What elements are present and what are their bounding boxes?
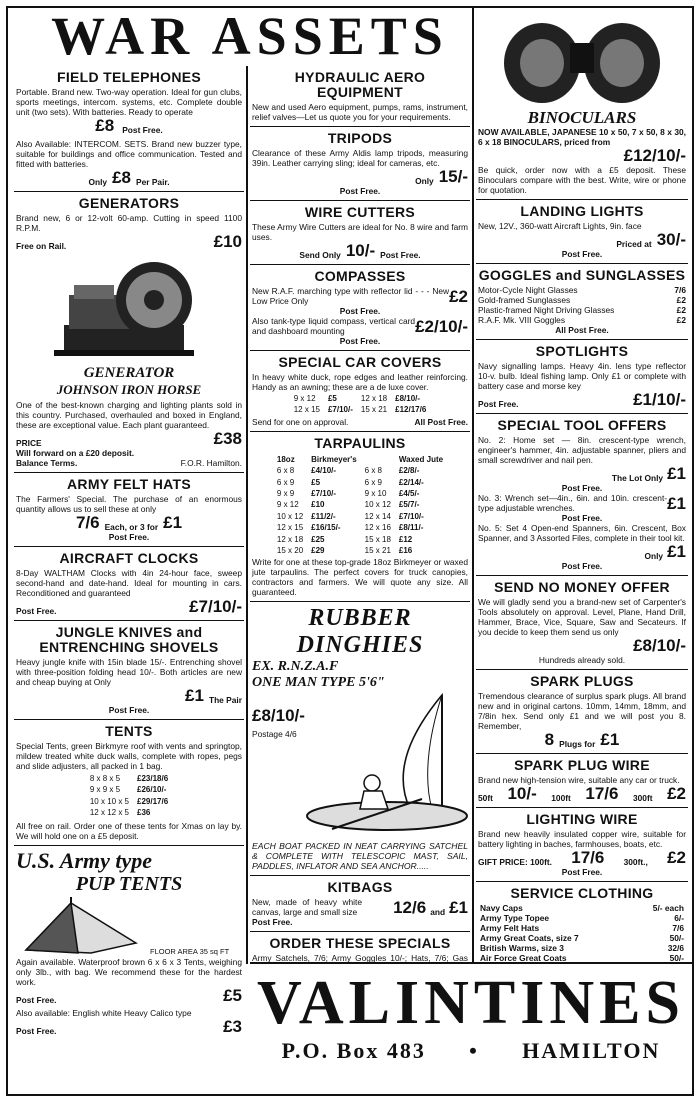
- ad-post: Post Free.: [380, 250, 421, 260]
- ad-body: No. 3: Wrench set—4in., 6in. and 10in. crescent-type adjustable wrenches.: [478, 493, 668, 513]
- ad-title: PUP TENTS: [75, 872, 183, 895]
- ad-post: Post Free.: [16, 994, 57, 1005]
- cell: 12 x 15: [276, 523, 304, 533]
- ad-title: SPECIAL TOOL OFFERS: [497, 417, 667, 433]
- ad-text: and: [430, 907, 446, 918]
- list-item: [478, 295, 686, 305]
- ad-body: Clearance of these Army Aldis lamp tripods, measuring 39in. Leather carrying sling; ideal for cameras, etc.: [252, 148, 468, 168]
- ad-body: Brand new, 6 or 12-volt 60-amp. Cutting in speed 1100 R.P.M.: [16, 213, 242, 233]
- tripods-ad: [250, 127, 470, 201]
- cell: £25: [311, 534, 325, 544]
- cell: £5: [327, 394, 337, 403]
- ad-post: Post Free.: [561, 513, 603, 523]
- cell: £7/10/-: [311, 489, 337, 499]
- ad-title: HYDRAULIC AERO EQUIPMENT: [294, 69, 426, 100]
- cell: 12 x 12 x 5: [89, 808, 129, 818]
- ad-price: 17/6: [585, 784, 619, 803]
- field-telephones-ad: [14, 66, 244, 192]
- cell: 15 x 21: [364, 546, 391, 556]
- cell: 6 x 9: [364, 477, 382, 487]
- item-name: Motor-Cycle Night Glasses: [478, 285, 578, 295]
- ad-body: These Army Wire Cutters are ideal for No. 8 wire and farm uses.: [252, 222, 468, 242]
- ad-price: 7/6: [75, 513, 100, 532]
- item-name: Plastic-framed Night Driving Glasses: [478, 305, 615, 315]
- item-price: £2: [676, 315, 686, 325]
- ad-body: New and used Aero equipment, pumps, rams, instrument, relief valves—Let us quote you for your requirements.: [252, 102, 468, 122]
- ad-body: New, 12V., 360-watt Aircraft Lights, 9in. face: [478, 221, 642, 231]
- ad-title: KITBAGS: [327, 879, 393, 896]
- ad-body: We will gladly send you a brand-new set of Carpenter's Tools absolutely on approval. Level, Plane, Hand Drill, Hammer, Brace, Vice, Square, Saw and Secateurs. If you decide to keep them send us only: [478, 597, 686, 637]
- list-item: [478, 315, 686, 325]
- ad-post: Post Free.: [339, 186, 381, 196]
- footer: [250, 962, 692, 1094]
- cell: £23/18/6: [137, 774, 169, 783]
- cell: £5/7/-: [398, 500, 420, 510]
- column-divider: [246, 66, 248, 964]
- pup-tents-ad: [14, 846, 244, 1040]
- column-divider: [472, 8, 474, 964]
- ad-text: PRICE: [16, 438, 42, 448]
- ad-title: SEND NO MONEY OFFER: [494, 579, 670, 595]
- ad-price: £1: [600, 730, 620, 749]
- cell: £10: [311, 500, 325, 510]
- cell: £36: [137, 808, 151, 818]
- table-row: [274, 535, 446, 544]
- table-row: [87, 774, 171, 783]
- floor-area-label: FLOOR AREA 35 sq FT: [150, 946, 230, 956]
- goggles-ad: [476, 264, 688, 340]
- ad-body: All free on rail. Order one of these tents for Xmas on lay by. We will hold one on a £5 deposit.: [16, 820, 242, 841]
- car-covers-ad: [250, 351, 470, 432]
- cell: £5: [311, 477, 321, 487]
- advertisement-page: [6, 6, 694, 1096]
- ad-title: GENERATORS: [78, 195, 180, 211]
- ad-post: Post Free.: [561, 867, 603, 877]
- ad-body: One of the best-known charging and lighting plants sold in this country. Purchased, overhauled and boxed in England, these are exceptional value. Each plant guaranteed.: [16, 400, 242, 430]
- cell: 6 x 8: [364, 466, 382, 476]
- cell: £4/5/-: [398, 489, 420, 499]
- specials-ad: [250, 932, 470, 964]
- ad-price: £3: [223, 1016, 242, 1036]
- ad-body: Brand new heavily insulated copper wire, suitable for battery lighting in baches, farmhouses, boats, etc.: [478, 829, 686, 849]
- table-row: [478, 923, 686, 933]
- item-name: R.A.F. Mk. VIII Goggles: [478, 315, 566, 325]
- table-row: [274, 523, 446, 532]
- cell: 12 x 16: [364, 523, 391, 533]
- table-row: [274, 512, 446, 521]
- table-row: [274, 478, 446, 487]
- tarpaulins-table: [272, 453, 448, 558]
- ad-post: Post Free.: [339, 306, 381, 316]
- ad-text: Send for one on approval.: [252, 416, 349, 427]
- cell: British Warms, size 3: [480, 943, 564, 953]
- table-row: [478, 903, 686, 913]
- tent-illustration: [16, 895, 146, 957]
- item-price: £2: [676, 295, 686, 305]
- cell: £12/17/6: [395, 405, 427, 415]
- cell: 6 x 9: [276, 477, 295, 487]
- army-felt-hats-ad: [14, 473, 244, 547]
- ad-post: Post Free.: [252, 917, 293, 928]
- ad-price: £10: [213, 232, 242, 251]
- ad-text: Will forward on a £20 deposit.: [16, 448, 135, 458]
- ad-title: JUNGLE KNIVES and ENTRENCHING SHOVELS: [39, 624, 219, 655]
- ad-body: No. 2: Home set — 8in. crescent-type wrench, engineer's hammer, 4in. adjustable spanner, pliers and small screwdriver and nail pen.: [478, 435, 686, 465]
- ad-body: Also tank-type liquid compass, vertical card and dashboard mounting: [252, 316, 416, 336]
- header: [8, 8, 492, 64]
- cell: 9 x 12: [276, 500, 299, 510]
- ad-post: Post Free.: [108, 705, 150, 715]
- table-row: [478, 943, 686, 953]
- ad-body: Again available. Waterproof brown 6 x 6 x 3 Tents, weighing only 3lb., with bag. We recommend these for the hardest work.: [16, 956, 242, 987]
- cell: £29/17/6: [137, 796, 169, 806]
- ad-price: £2: [449, 287, 468, 306]
- ad-text: Free on Rail.: [16, 241, 67, 251]
- ad-text: 300ft: [632, 793, 653, 803]
- column-left: [14, 66, 244, 1094]
- lighting-wire-ad: [476, 808, 688, 882]
- ad-post: Post Free.: [478, 399, 519, 409]
- ad-text: Plugs for: [559, 739, 596, 749]
- ad-title: SPOTLIGHTS: [535, 343, 629, 359]
- column-header: 18oz: [276, 454, 295, 464]
- rubber-dinghies-ad: [250, 602, 470, 876]
- cell: Army Felt Hats: [480, 923, 540, 933]
- ad-text: 300ft.,: [623, 857, 648, 867]
- clothing-table: [478, 903, 686, 964]
- ad-title: TENTS: [105, 723, 153, 739]
- ad-price: £1: [667, 494, 686, 513]
- ad-body: Special Tents, green Birkmyre roof with vents and springtop, mildew treated white duck walls, complete with ropes, pegs and slide adjusters, all packed in 1 bag.: [16, 741, 242, 771]
- column-right: [476, 8, 688, 964]
- ad-body: Also available: English white Heavy Calico type: [16, 1007, 192, 1018]
- separator: •: [469, 1038, 479, 1063]
- ad-price: £2/10/-: [415, 317, 468, 336]
- cell: 12 x 18: [276, 534, 304, 544]
- table-row: [291, 394, 430, 403]
- ad-title: AIRCRAFT CLOCKS: [59, 550, 199, 566]
- ad-title: TARPAULINS: [314, 434, 406, 451]
- ad-title: BINOCULARS: [527, 108, 637, 127]
- ad-text: Send Only: [299, 250, 341, 260]
- ad-price: £8: [112, 168, 131, 187]
- ad-subtitle: ONE MAN TYPE 5'6": [252, 675, 385, 691]
- kitbags-ad: [250, 876, 470, 932]
- ad-price: £1: [667, 464, 686, 483]
- ad-title: COMPASSES: [314, 268, 406, 284]
- table-row: [274, 466, 446, 475]
- ad-title: ARMY FELT HATS: [67, 476, 191, 492]
- ad-body: Also Available: INTERCOM. SETS. Brand new buzzer type, suitable for buildings and office communication. Tested and fitted with batteries.: [16, 139, 242, 169]
- cell: £16: [398, 546, 413, 556]
- ad-text: GIFT PRICE: 100ft.: [478, 857, 552, 867]
- po-box: P.O. Box 483: [281, 1038, 426, 1063]
- cell: 12 x 18: [360, 394, 388, 403]
- ad-text: 50ft: [478, 793, 493, 803]
- ad-post: Post Free.: [16, 606, 57, 616]
- ad-title: LANDING LIGHTS: [520, 203, 644, 219]
- ad-price: £8/10/-: [633, 636, 686, 655]
- binoculars-illustration: [482, 13, 682, 109]
- ad-price: £1: [667, 542, 686, 561]
- ad-body: NOW AVAILABLE, JAPANESE 10 x 50, 7 x 50, 8 x 30, 6 x 18 BINOCULARS, priced from: [478, 127, 686, 147]
- page-title: WAR ASSETS: [51, 6, 449, 66]
- ad-text: Postage 4/6: [252, 729, 297, 740]
- ad-price: £8: [95, 116, 115, 135]
- cell: £26/10/-: [137, 785, 167, 795]
- cell: £2/8/-: [398, 466, 420, 476]
- table-row: [87, 797, 171, 806]
- ad-body: Brand new high-tension wire, suitable any car or truck.: [478, 775, 680, 785]
- ad-price: £1/10/-: [633, 390, 686, 409]
- ad-text: Hundreds already sold.: [538, 655, 626, 665]
- ad-title: SPARK PLUG WIRE: [514, 757, 650, 773]
- compasses-ad: [250, 265, 470, 351]
- column-header: Waxed Jute: [398, 454, 444, 464]
- company-name: VALINTINES: [257, 969, 685, 1037]
- tool-offers-ad: [476, 414, 688, 576]
- ad-post: Post Free.: [122, 125, 163, 135]
- ad-price: 17/6: [571, 848, 605, 867]
- ad-price: £2: [667, 848, 686, 867]
- ad-body: Be quick, order now with a £5 deposit. These Binoculars compare with the best. Write, wire or phone for quotation.: [478, 165, 686, 195]
- generators-ad: [14, 192, 244, 473]
- cell: 10 x 12: [276, 511, 304, 521]
- cell: 15 x 20: [276, 546, 304, 556]
- ad-title: FIELD TELEPHONES: [56, 69, 202, 85]
- ad-price: 30/-: [656, 230, 686, 249]
- cell: 9 x 12: [293, 394, 316, 403]
- cell: 7/6: [672, 923, 684, 933]
- ad-title: LIGHTING WIRE: [526, 811, 638, 827]
- tarpaulins-ad: [250, 432, 470, 603]
- cell: 15 x 18: [364, 534, 391, 544]
- cell: £29: [311, 546, 325, 556]
- cell: 8 x 8 x 5: [89, 774, 121, 783]
- ad-body: Navy signalling lamps. Heavy 4in. lens type reflector 10-v. bulb. Ideal fishing lamp. Only £1 or complete with battery case and morse key: [478, 361, 686, 391]
- goggles-list: [478, 285, 686, 325]
- ad-text: The Pair: [208, 695, 242, 705]
- cell: £7/10/-: [327, 405, 353, 415]
- ad-price: 10/-: [345, 241, 376, 260]
- cell: 9 x 10: [364, 489, 387, 499]
- city: HAMILTON: [522, 1038, 661, 1063]
- table-row: [274, 489, 446, 498]
- ad-title: ORDER THESE SPECIALS: [269, 935, 451, 952]
- ad-text: Balance Terms.: [16, 458, 78, 468]
- cell: £11/2/-: [311, 511, 336, 521]
- list-item: [478, 285, 686, 295]
- ad-body: EACH BOAT PACKED IN NEAT CARRYING SATCHEL & COMPLETE WITH TELESCOPIC MAST, SAIL, PADDLES, INFLATOR AND SEA ANCHOR.....: [252, 841, 468, 872]
- cell: 9 x 9 x 5: [89, 785, 121, 795]
- car-covers-table: [289, 392, 432, 417]
- jungle-knives-ad: [14, 621, 244, 720]
- ad-title: U.S. Army type: [16, 847, 153, 873]
- cell: 5/- each: [652, 903, 684, 913]
- item-price: £2: [676, 305, 686, 315]
- ad-text: 100ft: [551, 793, 571, 803]
- cell: Army Great Coats, size 7: [480, 933, 579, 943]
- ad-body: New, made of heavy white canvas, large and small size: [252, 897, 362, 918]
- ad-title: SERVICE CLOTHING: [510, 885, 654, 901]
- cell: Navy Caps: [480, 903, 523, 913]
- cell: 9 x 9: [276, 489, 295, 499]
- ad-post: Post Free.: [561, 249, 603, 259]
- column-header: Birkmeyer's: [311, 454, 357, 464]
- ad-text: The Lot Only: [611, 473, 664, 483]
- ad-body: Army Satchels, 7/6; Army Goggles 10/-; Hats, 7/6; Gas: [252, 953, 468, 964]
- ad-price: £7/10/-: [189, 597, 242, 616]
- table-row: [274, 500, 446, 509]
- cell: £16/15/-: [311, 523, 341, 533]
- ad-post: All Post Free.: [555, 325, 609, 335]
- cell: £8/10/-: [395, 394, 421, 403]
- ad-post: Post Free.: [561, 561, 603, 571]
- table-row: [274, 546, 446, 555]
- dinghy-illustration: [292, 691, 470, 841]
- cell: 50/-: [669, 933, 684, 943]
- landing-lights-ad: [476, 200, 688, 264]
- ad-price: 12/6: [393, 898, 427, 918]
- cell: £7/10/-: [398, 511, 424, 521]
- cell: 12 x 15: [293, 405, 320, 415]
- cell: 6/-: [674, 913, 684, 923]
- send-no-money-ad: [476, 576, 688, 670]
- ad-price: £1: [163, 513, 183, 532]
- ad-post: All Post Free.: [414, 416, 468, 427]
- ad-price: £5: [223, 985, 242, 1005]
- ad-title: TRIPODS: [327, 130, 393, 146]
- cell: £12: [398, 534, 413, 544]
- ad-price: 8: [544, 730, 555, 749]
- table-row: [87, 808, 171, 817]
- spark-plugs-ad: [476, 670, 688, 754]
- ad-body: No. 5: Set 4 Open-end Spanners, 6in. Crescent, Box Spanner, and 3 Assorted Files, complete in their tool kit.: [478, 523, 686, 543]
- cell: 10 x 10 x 5: [89, 796, 129, 806]
- ad-price: £8/10/-: [252, 706, 305, 726]
- ad-price: 15/-: [438, 167, 468, 186]
- ad-text: Only: [88, 177, 108, 187]
- wire-cutters-ad: [250, 201, 470, 265]
- cell: £2/14/-: [398, 477, 424, 487]
- spotlights-ad: [476, 340, 688, 414]
- ad-post: Post Free.: [16, 1025, 57, 1036]
- cell: 32/6: [667, 943, 684, 953]
- ad-title: RUBBER DINGHIES: [296, 605, 424, 659]
- column-middle: [250, 66, 470, 964]
- ad-body: Portable. Brand new. Two-way operation. Ideal for gun clubs, sports meetings, intercom. systems, etc. Complete double unit (two sets). With batteries. Ready to operate: [16, 87, 242, 117]
- cell: 15 x 21: [360, 405, 388, 415]
- ad-post: Post Free.: [339, 336, 381, 346]
- cell: Army Type Topee: [480, 913, 550, 923]
- aircraft-clocks-ad: [14, 547, 244, 621]
- cell: £4/10/-: [311, 466, 337, 476]
- ad-title: SPARK PLUGS: [530, 673, 634, 689]
- table-header: [274, 455, 446, 464]
- generator-illustration: [54, 255, 204, 365]
- tents-price-table: [85, 772, 173, 820]
- ad-text: Only: [644, 551, 664, 561]
- caption: GENERATOR: [83, 365, 175, 381]
- binoculars-ad: [476, 8, 688, 200]
- ad-price: £38: [213, 429, 242, 448]
- table-row: [478, 913, 686, 923]
- ad-text: Each, or 3 for: [104, 522, 159, 532]
- cell: 10 x 12: [364, 500, 391, 510]
- ad-subtitle: EX. R.N.Z.A.F: [252, 659, 339, 675]
- ad-body: The Farmers' Special. The purchase of an enormous quantity allows us to sell these at only: [16, 494, 242, 514]
- cell: 6 x 8: [276, 466, 295, 476]
- ad-body: 8-Day WALTHAM Clocks with 4in 24-hour face, sweep second-hand and date-hand. Ideal for mounting in cars. Reconditioned and guaranteed: [16, 568, 242, 598]
- ad-body: Write for one at these top-grade 18oz Birkmeyer or waxed jute tarpaulins. The perfect covers for truck canopies, contractors and farmers. We will quote any size. All guaranteed.: [252, 557, 468, 598]
- ad-price: £1: [185, 686, 204, 705]
- cell: 12 x 14: [364, 511, 391, 521]
- ad-title: SPECIAL CAR COVERS: [278, 354, 442, 370]
- ad-post: Post Free.: [108, 532, 150, 542]
- ad-price: £2: [667, 784, 686, 803]
- table-row: [291, 405, 430, 414]
- ad-body: Tremendous clearance of surplus spark plugs. All brand new and in original cartons. 10mm, 14mm, 18mm, and 7/8in hex. Send only £1 and we will post you 8. Remember,: [478, 691, 686, 731]
- ad-text: Only: [415, 176, 434, 186]
- table-row: [478, 933, 686, 943]
- table-row: [87, 785, 171, 794]
- spark-plug-wire-ad: [476, 754, 688, 808]
- cell: Air Force Great Coats: [480, 953, 567, 963]
- ad-body: Heavy jungle knife with 15in blade 15/-. Entrenching shovel with three-position folding head 10/-. Both articles are new and cheap buying at Only: [16, 657, 242, 687]
- ad-text: F.O.R. Hamilton.: [180, 458, 242, 468]
- hydraulic-ad: [250, 66, 470, 127]
- ad-text: Priced at: [616, 239, 652, 249]
- ad-body: New R.A.F. marching type with reflector lid - - - New Low Price Only: [252, 286, 450, 306]
- ad-price: £1: [449, 898, 468, 918]
- cell: £8/11/-: [398, 523, 424, 533]
- item-price: 7/6: [674, 285, 686, 295]
- ad-body: In heavy white duck, rope edges and leather reinforcing. Handy as an awning; these are a de luxe cover.: [252, 372, 468, 392]
- ad-title: WIRE CUTTERS: [304, 204, 416, 220]
- ad-post: Post Free.: [561, 483, 603, 493]
- ad-price: £12/10/-: [623, 146, 686, 165]
- list-item: [478, 305, 686, 315]
- ad-text: Per Pair.: [136, 177, 170, 187]
- ad-price: 10/-: [507, 784, 537, 803]
- caption: JOHNSON IRON HORSE: [56, 382, 202, 397]
- cell: 50/-: [669, 953, 684, 963]
- tents-ad: [14, 720, 244, 846]
- service-clothing-ad: [476, 882, 688, 964]
- item-name: Gold-framed Sunglasses: [478, 295, 571, 305]
- ad-title: GOGGLES and SUNGLASSES: [478, 267, 686, 283]
